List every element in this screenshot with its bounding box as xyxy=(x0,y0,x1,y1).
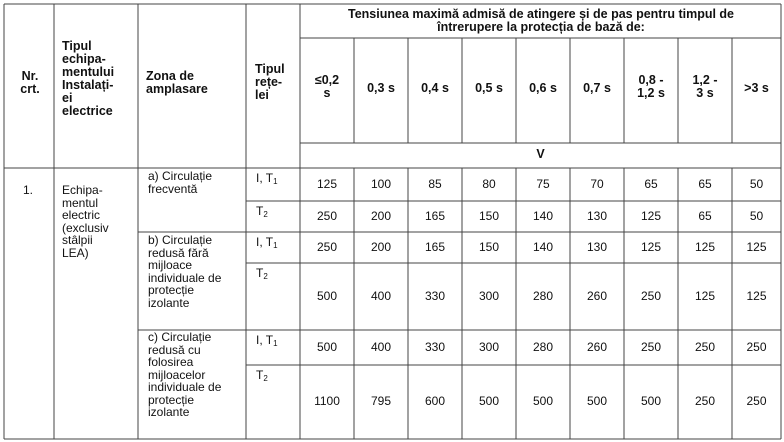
header-nr-line: Nr. xyxy=(21,69,39,83)
header-zone xyxy=(146,70,244,96)
header-time-0-line: ≤0,2 xyxy=(314,73,340,87)
header-equipment-type xyxy=(62,40,136,118)
network-type-label: T xyxy=(256,204,264,218)
voltage-value-cell: 125 xyxy=(694,289,716,303)
voltage-value-cell: 75 xyxy=(536,177,550,191)
header-equipment-type-line: mentului xyxy=(62,65,115,79)
zone-c-line: izolante xyxy=(148,405,190,419)
header-voltage-title xyxy=(306,8,776,34)
voltage-value-cell: 85 xyxy=(428,177,442,191)
voltage-value-cell: 250 xyxy=(746,340,767,354)
header-time-3 xyxy=(466,82,512,95)
network-type-cell xyxy=(256,267,298,280)
header-time-8 xyxy=(736,82,777,95)
voltage-value-cell: 1100 xyxy=(314,394,340,408)
network-type-label: T xyxy=(256,266,264,280)
header-time-6-line: 0,8 - xyxy=(638,73,664,87)
zone-b-line: protecție xyxy=(148,283,195,297)
voltage-value-cell: 125 xyxy=(694,240,716,254)
zone-c xyxy=(148,331,244,419)
header-zone-line: amplasare xyxy=(146,82,208,96)
header-time-6-line: 1,2 s xyxy=(637,86,665,100)
voltage-value-cell: 400 xyxy=(370,289,392,303)
voltage-value-cell: 330 xyxy=(424,340,446,354)
zone-a-line: frecventă xyxy=(148,181,198,196)
header-time-5 xyxy=(574,82,620,95)
network-type-label: I, T xyxy=(256,333,274,347)
network-type-subscript: 2 xyxy=(263,374,268,383)
equipment-description xyxy=(62,184,136,259)
header-time-0 xyxy=(304,74,350,100)
network-type-cell xyxy=(256,236,298,249)
voltage-value-cell: 125 xyxy=(746,240,767,254)
voltage-value-cell: 130 xyxy=(586,209,608,223)
voltage-value-cell: 130 xyxy=(586,240,608,254)
zone-b-line: mijloace xyxy=(148,258,193,272)
voltage-value-cell: 50 xyxy=(749,177,764,191)
equipment-description-line: LEA) xyxy=(62,245,89,260)
voltage-value-cell: 500 xyxy=(532,394,554,408)
header-network-type xyxy=(255,63,299,102)
header-time-7-line: 1,2 - xyxy=(692,73,718,87)
voltage-value-cell: 500 xyxy=(586,394,608,408)
header-time-1-line: 0,3 s xyxy=(367,81,395,95)
voltage-value-cell: 280 xyxy=(532,289,554,303)
voltage-value-cell: 125 xyxy=(746,289,767,303)
zone-c-line: redusă cu xyxy=(148,342,201,357)
voltage-value-cell: 140 xyxy=(532,240,554,254)
voltage-value-cell: 250 xyxy=(640,340,662,354)
header-network-type-line: lei xyxy=(255,88,269,102)
voltage-value-cell: 300 xyxy=(478,289,500,303)
zone-c-line: protecție xyxy=(148,392,195,407)
voltage-value-cell: 65 xyxy=(698,209,712,223)
network-type-cell xyxy=(256,369,298,382)
row-number: 1. xyxy=(22,183,33,197)
voltage-value-cell: 65 xyxy=(644,177,658,191)
voltage-value-cell: 250 xyxy=(640,289,662,303)
zone-b xyxy=(148,234,244,309)
equipment-description-line: stâlpii xyxy=(62,233,93,247)
header-time-2-line: 0,4 s xyxy=(421,81,449,95)
zone-b-line: b) Circulație xyxy=(148,233,213,247)
network-type-subscript: 2 xyxy=(263,272,268,281)
zone-c-line: c) Circulație xyxy=(148,330,212,344)
header-equipment-type-line: echipa- xyxy=(62,52,106,66)
voltage-value-cell: 250 xyxy=(746,394,767,408)
header-nr-line: crt. xyxy=(20,82,40,96)
voltage-value-cell: 250 xyxy=(694,394,716,408)
header-voltage-title-line: Tensiunea maximă admisă de atingere și de pas pentru timpul de xyxy=(348,7,734,21)
equipment-description-line: (exclusiv xyxy=(62,220,109,235)
header-time-8-line: >3 s xyxy=(744,81,769,95)
voltage-value-cell: 50 xyxy=(749,209,764,223)
voltage-value-cell: 260 xyxy=(586,340,608,354)
network-type-cell xyxy=(256,334,298,347)
voltage-value-cell: 165 xyxy=(424,209,446,223)
zone-c-line: mijloacelor xyxy=(148,367,206,382)
network-type-subscript: 1 xyxy=(273,177,278,186)
header-equipment-type-line: ei xyxy=(62,91,73,105)
zone-c-line: folosirea xyxy=(148,355,194,369)
voltage-value-cell: 125 xyxy=(316,177,338,191)
zone-b-line: individuale de xyxy=(148,270,222,285)
voltage-value-cell: 200 xyxy=(370,209,392,223)
header-nr xyxy=(8,70,52,96)
header-unit: V xyxy=(536,147,545,161)
header-time-6 xyxy=(628,74,674,100)
voltage-value-cell: 400 xyxy=(370,340,392,354)
header-time-7-line: 3 s xyxy=(696,86,714,100)
header-time-7 xyxy=(682,74,728,100)
voltage-value-cell: 500 xyxy=(316,289,338,303)
voltage-value-cell: 300 xyxy=(478,340,500,354)
header-time-4 xyxy=(520,82,566,95)
header-voltage-title-line: întrerupere la protecția de bază de: xyxy=(437,20,645,34)
voltage-value-cell: 330 xyxy=(424,289,446,303)
voltage-value-cell: 500 xyxy=(478,394,500,408)
equipment-description-line: mentul xyxy=(62,195,99,210)
header-zone-line: Zona de xyxy=(146,69,194,83)
network-type-label: T xyxy=(256,368,264,382)
voltage-value-cell: 500 xyxy=(640,394,662,408)
voltage-value-cell: 150 xyxy=(478,209,500,223)
network-type-label: I, T xyxy=(256,171,274,185)
voltage-value-cell: 65 xyxy=(698,177,712,191)
network-type-label: I, T xyxy=(256,235,274,249)
zone-b-line: izolante xyxy=(148,295,190,310)
header-network-type-line: rețe- xyxy=(255,75,283,89)
voltage-value-cell: 150 xyxy=(478,240,500,254)
network-type-subscript: 2 xyxy=(263,210,268,219)
header-time-0-line: s xyxy=(323,86,331,100)
voltage-value-cell: 250 xyxy=(694,340,716,354)
equipment-description-line: Echipa- xyxy=(62,183,103,197)
voltage-value-cell: 70 xyxy=(590,177,604,191)
network-type-subscript: 1 xyxy=(273,241,278,250)
header-equipment-type-line: Tipul xyxy=(62,39,92,53)
voltage-value-cell: 200 xyxy=(370,240,392,254)
header-equipment-type-line: electrice xyxy=(62,104,113,118)
voltage-value-cell: 500 xyxy=(316,340,338,354)
voltage-value-cell: 125 xyxy=(640,209,662,223)
voltage-value-cell: 280 xyxy=(532,340,554,354)
network-type-cell xyxy=(256,172,298,185)
header-time-3-line: 0,5 s xyxy=(475,81,503,95)
voltage-value-cell: 260 xyxy=(586,289,608,303)
voltage-value-cell: 250 xyxy=(316,209,338,223)
network-type-subscript: 1 xyxy=(273,339,278,348)
equipment-description-line: electric xyxy=(62,208,101,222)
zone-b-line: redusă fără xyxy=(148,245,209,260)
voltage-value-cell: 80 xyxy=(482,177,496,191)
header-time-2 xyxy=(412,82,458,95)
header-time-4-line: 0,6 s xyxy=(529,81,557,95)
header-network-type-line: Tipul xyxy=(255,62,285,76)
voltage-value-cell: 125 xyxy=(640,240,662,254)
header-time-1 xyxy=(358,82,404,95)
zone-a xyxy=(148,170,244,195)
header-time-5-line: 0,7 s xyxy=(583,81,611,95)
voltage-value-cell: 795 xyxy=(370,394,392,408)
network-type-cell xyxy=(256,205,298,218)
voltage-value-cell: 600 xyxy=(424,394,446,408)
zone-c-line: individuale de xyxy=(148,380,222,394)
header-equipment-type-line: Instalați- xyxy=(62,78,114,92)
voltage-value-cell: 165 xyxy=(424,240,446,254)
zone-a-line: a) Circulație xyxy=(148,169,213,183)
voltage-value-cell: 100 xyxy=(370,177,392,191)
voltage-value-cell: 250 xyxy=(316,240,338,254)
voltage-value-cell: 140 xyxy=(532,209,554,223)
